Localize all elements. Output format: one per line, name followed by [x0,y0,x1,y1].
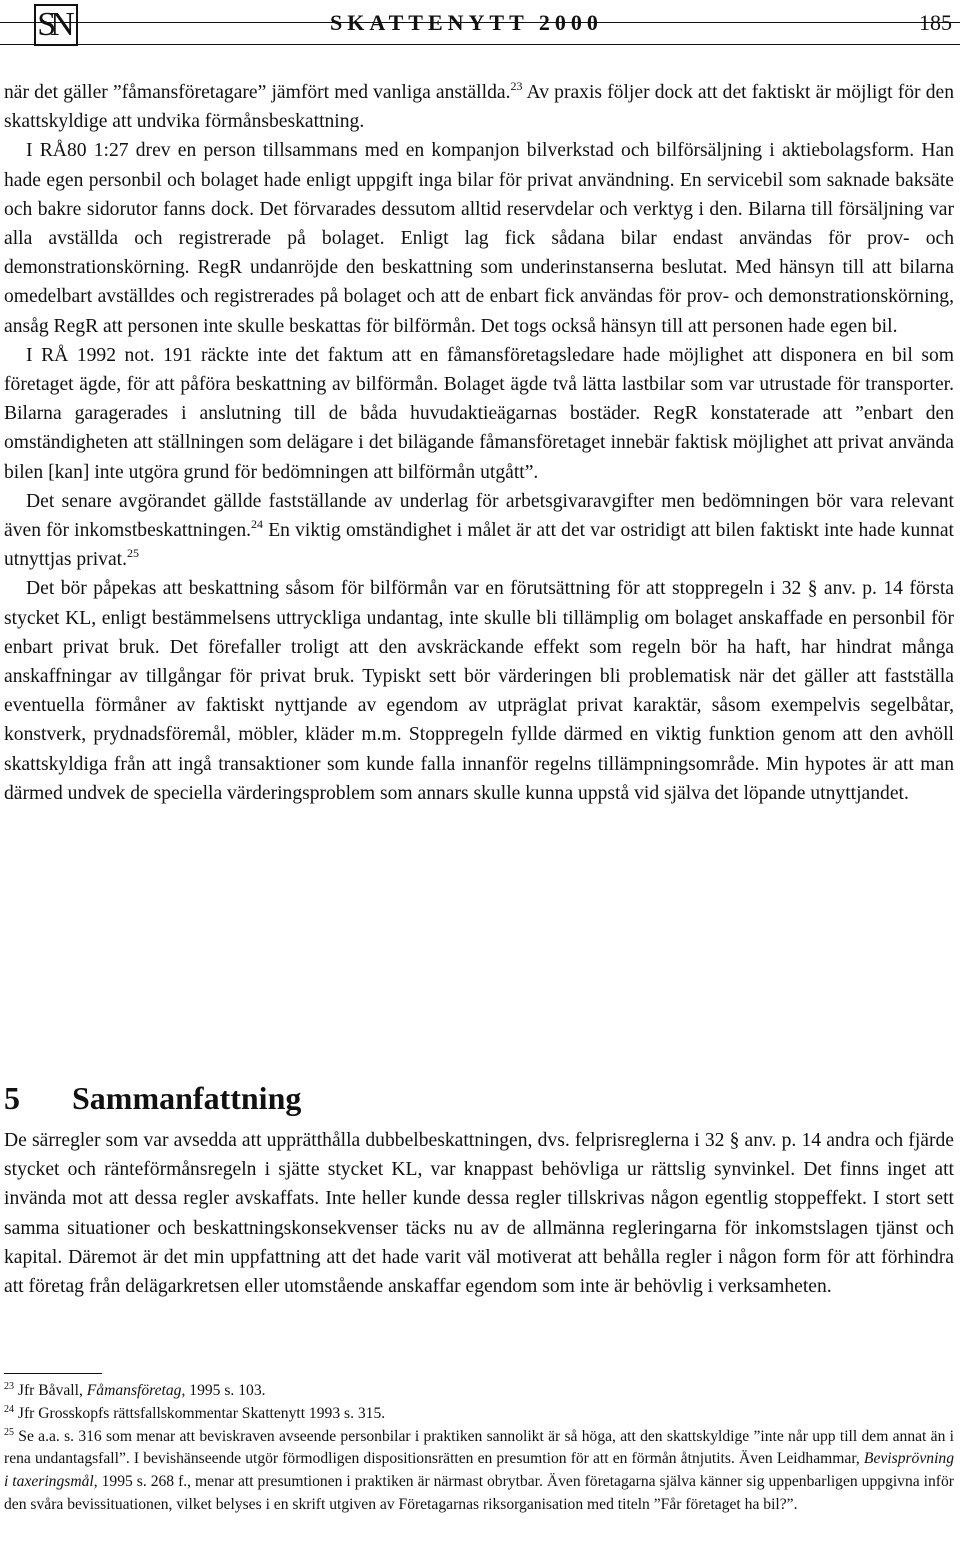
footnote-ref-23[interactable]: 23 [510,79,523,93]
paragraph-3: I RÅ 1992 not. 191 räckte inte det faktum att en fåmansföretagsledare hade möjlighet att disponera en bil som företaget ägde, för att påföra beskattning av bilförmån. Bolaget ägde två lätta lastbilar som var utrustade för transporter. Bilarna garagerades i anslutning till de båda huvudaktieägarnas bostäder. RegR konstaterade att ”enbart den omständigheten att ställningen som delägare i det bilägande fåmansföretaget innebär faktisk möjlighet att privat använda bilen [kan] inte utgöra grund för bedömningen att bilförmån utgått”. [4,344,954,483]
footnote-24-number: 24 [4,1403,14,1415]
paragraph-4-text-a: Det senare avgörandet gällde fastställande av underlag för arbetsgivaravgifter men bedömningen bör vara relevant även för inkomstbeskattningen. [4,490,954,542]
footnote-25 [4,1426,954,1517]
page-number: 185 [919,10,952,35]
footnote-25-text-a: Se a.a. s. 316 som menar att beviskraven avseende personbilar i praktiken sannolikt är så höga, att den skattskyldige ”inte når upp till dem annat än i rena undantagsfall”. I bevishänseende utgör förmodligen dispositionsrätten en presumtion för att en förmån åtnjutits. Även Leidhammar, [4,1427,954,1468]
paragraph-1 [4,78,954,136]
footnote-separator [4,1373,102,1374]
footnote-25-text-b: , 1995 s. 268 f., menar att presumtionen i praktiken är närmast obrytbar. Även företagarna själva känner sig uppenbarligen uppgivna inför den svåra bevissituationen, vilket belyses i en skrift utgiven av Företagarnas riksorganisation med titeln ”Får företaget ha bil?”. [4,1473,954,1513]
footnote-23-text-b: , 1995 s. 103. [181,1382,266,1399]
paragraph-2: I RÅ80 1:27 drev en person tillsammans med en kompanjon bilverkstad och bilförsäljning i aktiebolagsform. Han hade egen personbil och bolaget hade enligt uppgift inga bilar för privat användning. En servicebil som saknade baksäte och bakre sidorutor fanns dock. Det förvarades dessutom alltid reservdelar och verktyg i den. Bilarna till försäljning var alla avställda och registrerade på bolaget. Enligt lag fick sådana bilar endast användas för prov- och demonstrationskörning. RegR undanröjde den beskattning som underinstanserna beslutat. Med hänsyn till att bilarna omedelbart avställdes och registrerades på bolaget och att de enbart fick användas för prov- och demonstrationskörning, ansåg RegR att personen inte skulle beskattas för bilförmån. Det togs också hänsyn till att personen hade egen bil. [4,140,954,337]
footnote-23 [4,1380,954,1403]
paragraph-4 [4,487,954,575]
footnote-23-number: 23 [4,1381,14,1392]
footnote-25-number: 25 [4,1426,14,1438]
section-number: 5 [4,1080,20,1116]
footnote-23-title: Fåmansföretag [86,1382,182,1399]
footnote-25-title: Bevisprövning i taxeringsmål [4,1450,954,1491]
section-title: Sammanfattning [72,1080,302,1116]
footnote-24-text: Jfr Grosskopfs rättsfallskommentar Skattenytt 1993 s. 315. [14,1404,386,1422]
paragraph-1-text-b: Av praxis följer dock att det faktiskt är möjligt för den skattskyldige att undvika förmånsbeskattning. [4,82,954,133]
journal-logo: SN [34,4,78,46]
summary-paragraph: De särregler som var avsedda att upprätthålla dubbelbeskattningen, dvs. felprisreglerna i 32 § anv. p. 14 andra och fjärde stycket och ränteförmånsregeln i sjätte stycket KL, var knappast behövliga ur rättslig synvinkel. Det finns inget att invända mot att dessa regler avskaffats. Inte heller kunde dessa regler tillskrivas någon egentlig stoppeffekt. I stort sett samma situationer och beskattningskonsekvenser täcks nu av de allmänna regleringarna för inkomstslagen tjänst och kapital. Däremot är det min uppfattning att det hade varit väl motiverat att behålla regler i någon form för att förhindra att företag från delägarkretsen eller utomstående anskaffar egendom som inte är behövlig i verksamheten. [4,1130,954,1298]
footnote-24 [4,1403,954,1426]
section-heading [4,1080,904,1116]
header-rule-lower [0,44,960,45]
footnotes [4,1380,954,1517]
footnote-ref-25[interactable]: 25 [127,546,139,561]
body-text [4,78,954,808]
page-header [0,0,960,48]
section-body [4,1126,954,1301]
paragraph-4-text-b: En viktig omständighet i målet är att det var ostridigt att bilen faktiskt inte hade kunnat utnyttjas privat. [4,520,954,571]
footnote-23-text-a: Jfr Båvall, [14,1382,87,1399]
footnote-ref-24[interactable]: 24 [251,517,264,532]
journal-title: SKATTENYTT 2000 [330,10,603,35]
paragraph-5: Det bör påpekas att beskattning såsom för bilförmån var en förutsättning för att stoppregeln i 32 § anv. p. 14 första stycket KL, enligt bestämmelsens uttryckliga undantag, inte skulle bli tillämplig om bolaget anskaffade en personbil för enbart privat bruk. Det förefaller troligt att den avskräckande effekt som regeln bör ha haft, har hindrat många anskaffningar av tillgångar för privat bruk. Typiskt sett bör värderingen bli problematisk när det gäller att fastställa eventuella förmåner av faktiskt nyttjande av egendom av utpräglat privat karaktär, såsom exempelvis segelbåtar, konstverk, prydnadsföremål, möbler, kläder m.m. Stoppregeln fyllde därmed en viktig funktion genom att den avhöll skattskyldiga från att ingå transaktioner som kunde falla innanför regelns tillämpningsområde. Min hypotes är att man därmed undvek de speciella värderingsproblem som annars skulle kunna uppstå vid själva det löpande utnyttjandet. [4,578,954,804]
paragraph-1-text-a: när det gäller ”fåmansföretagare” jämfört med vanliga anställda. [4,82,511,103]
